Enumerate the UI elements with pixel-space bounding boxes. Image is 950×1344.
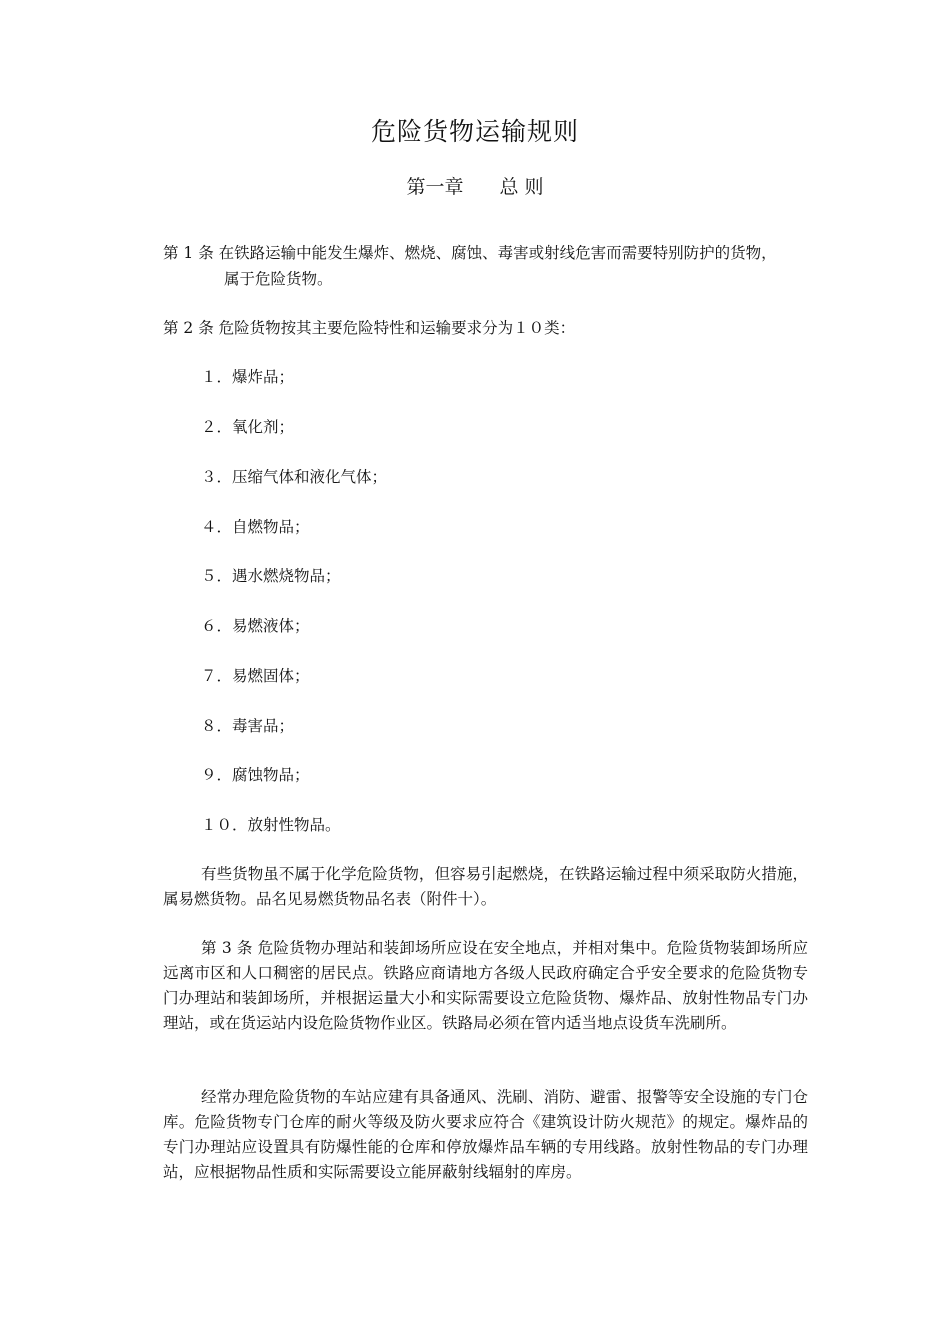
paragraph-flammable-goods: 有些货物虽不属于化学危险货物，但容易引起燃烧，在铁路运输过程中须采取防火措施，属易燃货物。品名见易燃货物品名表（附件十）。 bbox=[163, 865, 808, 908]
article-3-paragraph: 第 3 条 危险货物办理站和装卸场所应设在安全地点，并相对集中。危险货物装卸场所应远离市区和人口稠密的居民点。铁路应商请地方各级人民政府确定合乎安全要求的危险货物专门办理站和装卸场所，并根据运量大小和实际需要设立危险货物、爆炸品、放射性物品专门办理站，或在货运站内设危险货物作业区。铁路局必须在管内适当地点设货车洗刷所。 bbox=[163, 939, 808, 1032]
list-item: ８．毒害品； bbox=[201, 717, 295, 735]
article-1-line-1: 第 1 条 在铁路运输中能发生爆炸、燃烧、腐蚀、毒害或射线危害而需要特别防护的货物， bbox=[163, 244, 777, 262]
article-2-line-1: 第 2 条 危险货物按其主要危险特性和运输要求分为１０类： bbox=[163, 319, 576, 337]
document-title: 危险货物运输规则 bbox=[370, 117, 579, 146]
list-item: ４．自燃物品； bbox=[201, 518, 310, 536]
list-item: ５．遇水燃烧物品； bbox=[201, 567, 341, 585]
list-item: ７．易燃固体； bbox=[201, 667, 310, 685]
paragraph-warehouse: 经常办理危险货物的车站应建有具备通风、洗刷、消防、避雷、报警等安全设施的专门仓库。危险货物专门仓库的耐火等级及防火要求应符合《建筑设计防火规范》的规定。爆炸品的专门办理站应设置具有防爆性能的仓库和停放爆炸品车辆的专用线路。放射性物品的专门办理站，应根据物品性质和实际需要设立能屏蔽射线辐射的库房。 bbox=[163, 1088, 808, 1181]
list-item: ６．易燃液体； bbox=[201, 617, 310, 635]
list-item: １０．放射性物品。 bbox=[201, 816, 341, 834]
article-1-line-2: 属于危险货物。 bbox=[224, 270, 333, 288]
list-item: ９．腐蚀物品； bbox=[201, 766, 310, 784]
chapter-name: 总 则 bbox=[499, 176, 544, 198]
chapter-heading bbox=[0, 172, 950, 199]
list-item: ３．压缩气体和液化气体； bbox=[201, 468, 388, 486]
chapter-number: 第一章 bbox=[406, 176, 464, 198]
list-item: １．爆炸品； bbox=[201, 368, 295, 386]
list-item: ２．氧化剂； bbox=[201, 418, 295, 436]
